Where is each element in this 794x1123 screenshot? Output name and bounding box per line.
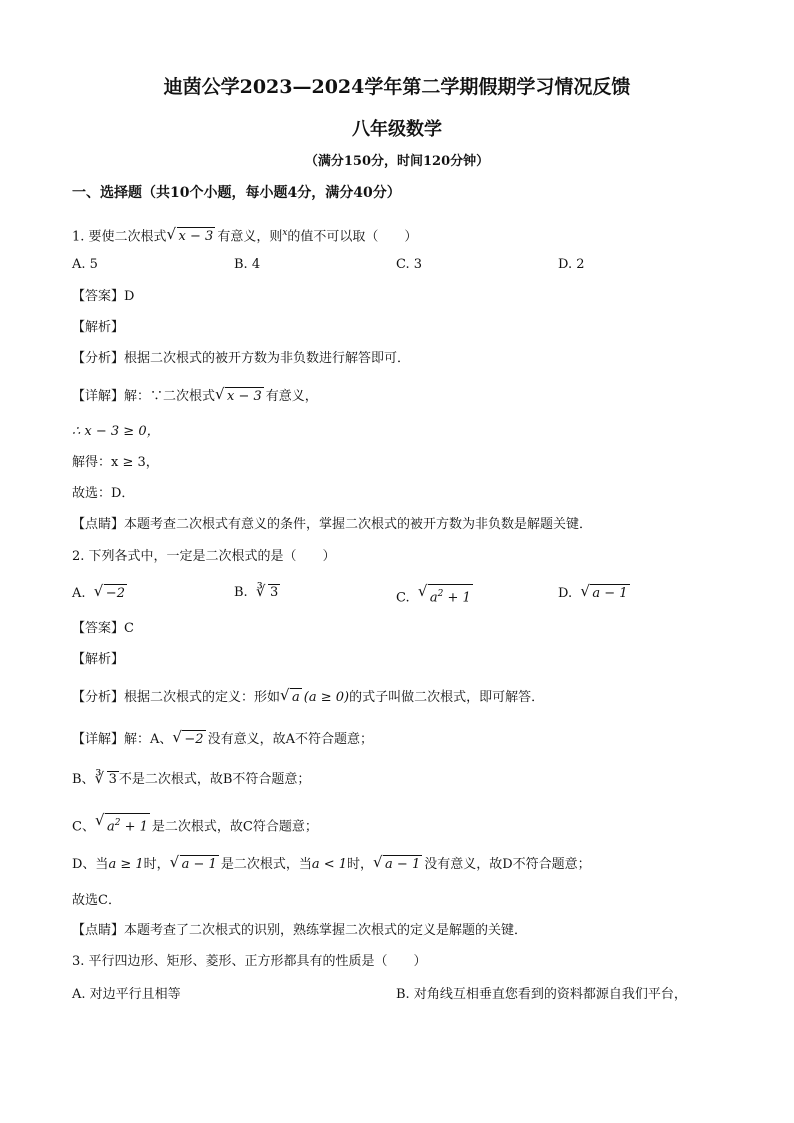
q2-detail-b: B、∛ 3 不是二次根式，故B不符合题意；: [72, 771, 310, 789]
q1-comment: 【点睛】本题考查二次根式有意义的条件，掌握二次根式的被开方数为非负数是解题关键．: [72, 517, 593, 532]
q2-option-a: A. √ −2: [72, 584, 129, 603]
q3-option-a: A. 对边平行且相等: [72, 987, 181, 1002]
q1-answer: 【答案】D: [72, 289, 135, 304]
q1-detail-radical: √ x − 3: [215, 387, 264, 406]
q1-stem: [72, 224, 417, 246]
q1-step2: 解得：x ≥ 3，: [72, 455, 159, 470]
q2-answer: 【答案】C: [72, 621, 134, 636]
q2-option-c: C. √ $a^2 + 1$: [396, 584, 475, 607]
q2-option-c-radical: √ $a^2 + 1$: [418, 584, 473, 607]
q2-detail-d: D、当a ≥ 1时，√ a − 1 是二次根式，当a < 1时，√ a − 1 没有意义，故D不符合题意；: [72, 855, 591, 874]
q1-option-b: B. 4: [234, 257, 261, 272]
q2-option-d: D. √ a − 1: [558, 584, 632, 603]
q2-detail-d-radical-2: √ a − 1: [373, 855, 422, 874]
q1-step1: ∴ x − 3 ≥ 0，: [72, 424, 160, 439]
exam-subject: 八年级数学: [352, 119, 442, 140]
q2-detail-d-radical-1: √ a − 1: [170, 855, 219, 874]
q2-detail-b-cube-root: ∛ 3: [95, 771, 119, 789]
q1-step3: 故选：D．: [72, 486, 135, 501]
q2-comment: 【点睛】本题考查了二次根式的识别，熟练掌握二次根式的定义是解题的关键．: [72, 923, 528, 938]
q2-choose: 故选C．: [72, 893, 121, 908]
q1-option-a: A. 5: [72, 257, 98, 272]
q1-var: x: [282, 228, 288, 238]
q2-option-b-cube-root: ∛ 3: [256, 584, 280, 602]
q2-detail-a: 【详解】解：A、√ −2 没有意义，故A不符合题意；: [72, 730, 373, 749]
q1-radical: √ x − 3: [167, 227, 216, 246]
q2-option-a-radical: √ −2: [94, 584, 127, 603]
q3-option-b: B. 对角线互相垂直您看到的资料都源自我们平台，: [396, 987, 687, 1002]
q3-stem: 3. 平行四边形、矩形、菱形、正方形都具有的性质是（ ）: [72, 954, 427, 969]
q1-stem-mid: 有意义，则: [217, 229, 283, 245]
exam-title: 迪茵公学2023—2024学年第二学期假期学习情况反馈: [163, 76, 631, 98]
q1-fenxi: 【分析】根据二次根式的被开方数为非负数进行解答即可．: [72, 351, 411, 366]
q2-fenxi-radical: √ a: [280, 688, 302, 707]
q2-option-d-radical: √ a − 1: [580, 584, 629, 603]
q2-option-b: B. ∛ 3: [234, 584, 280, 602]
q1-option-c: C. 3: [396, 257, 423, 272]
q2-detail-a-radical: √ −2: [172, 730, 205, 749]
q2-fenxi: 【分析】根据二次根式的定义：形如√ a (a ≥ 0)的式子叫做二次根式，即可解答．: [72, 688, 544, 707]
section-heading: 一、选择题（共10个小题，每小题4分，满分40分）: [72, 185, 401, 201]
q1-analysis-label: 【解析】: [72, 320, 125, 335]
q1-stem-pre: 1. 要使二次根式: [72, 229, 167, 245]
q2-detail-c-radical: √ $a^2 + 1$: [95, 813, 150, 836]
exam-meta: （满分150分，时间120分钟）: [304, 154, 490, 169]
q1-detail-pre: 【详解】解：∵二次根式: [72, 389, 216, 404]
q1-stem-post: 的值不可以取（ ）: [287, 229, 418, 245]
q1-detail-post: 有意义，: [265, 389, 318, 404]
q2-detail-c: C、√ $a^2 + 1$ 是二次根式，故C符合题意；: [72, 813, 318, 836]
q2-stem: 2. 下列各式中，一定是二次根式的是（ ）: [72, 549, 336, 564]
q2-analysis-label: 【解析】: [72, 652, 125, 667]
q1-option-d: D. 2: [558, 257, 585, 272]
q1-detail: [72, 387, 318, 406]
